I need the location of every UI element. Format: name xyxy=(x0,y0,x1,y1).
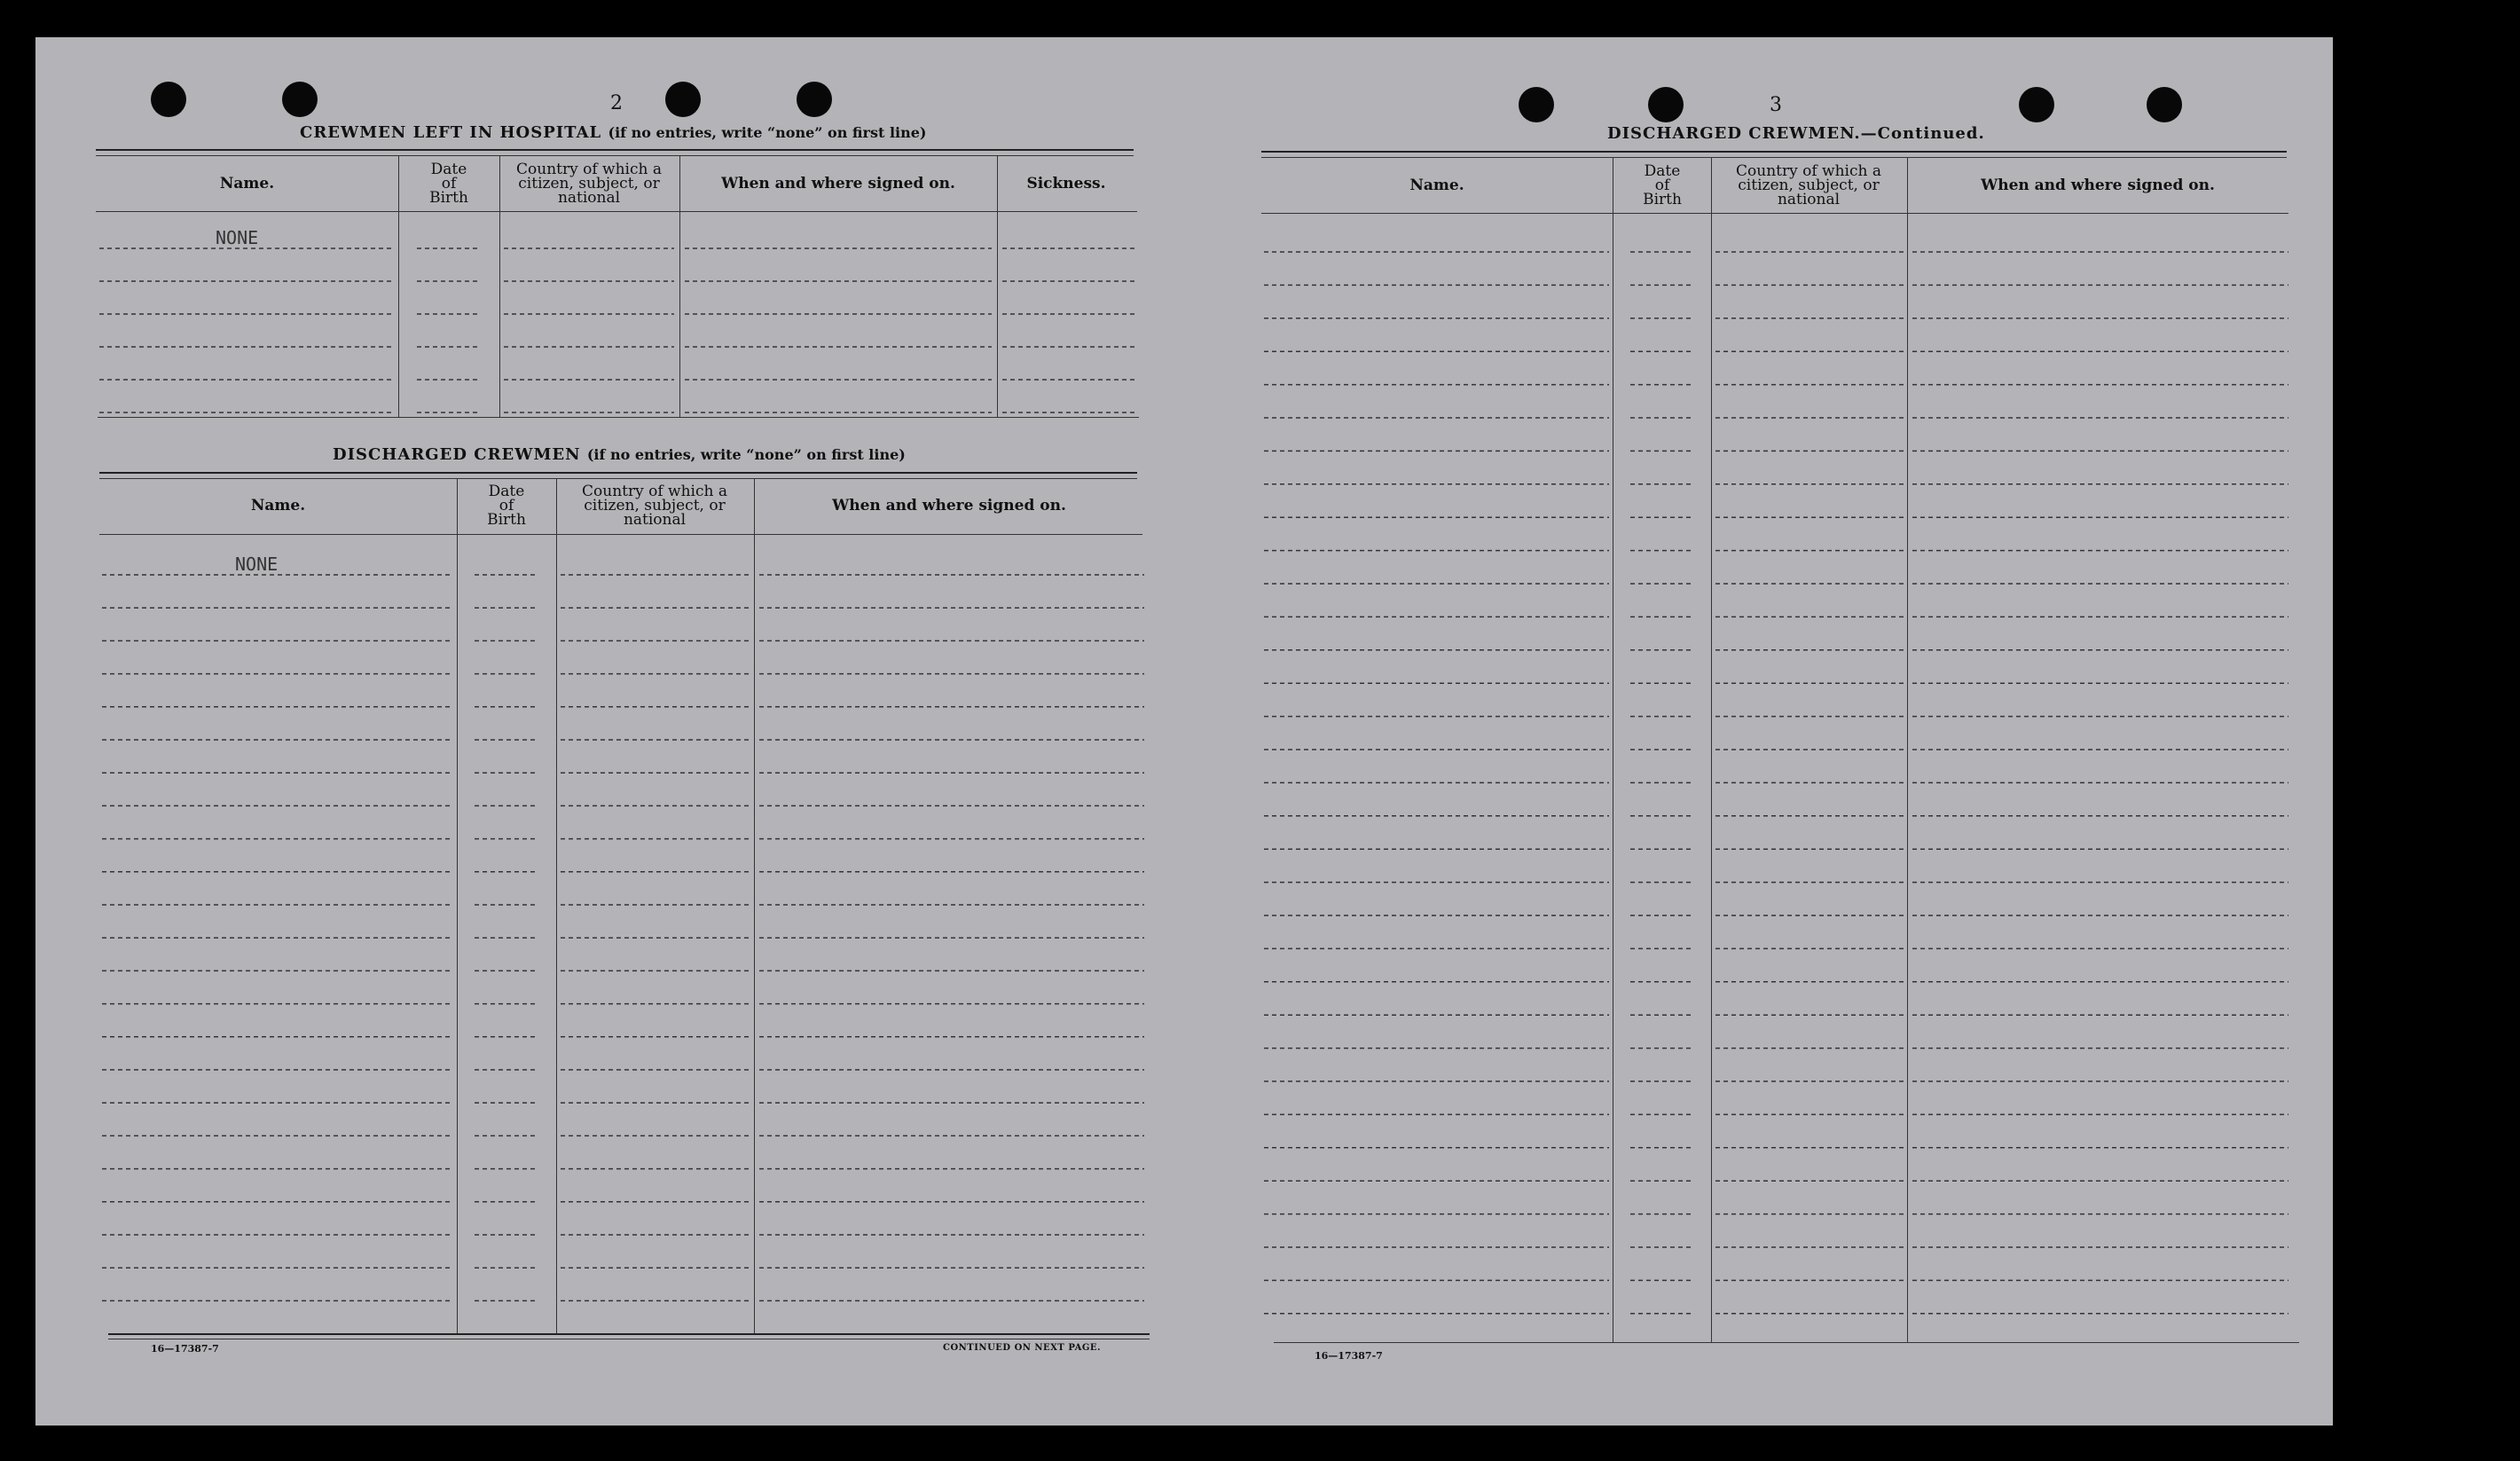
page-number: 3 xyxy=(1770,94,1782,116)
hospital-header-rule xyxy=(96,211,1137,212)
hospital-col-divider xyxy=(398,155,399,417)
hospital-header-name: Name. xyxy=(219,175,275,192)
discharged-col-divider xyxy=(457,478,458,1333)
hospital-table-top-rule xyxy=(96,155,1134,156)
right-table-top-rule xyxy=(1261,157,2287,158)
discharged-header-country: Country of which a citizen, subject, or national xyxy=(582,483,727,529)
hospital-col-divider xyxy=(499,155,500,417)
discharged-col-divider xyxy=(556,478,557,1333)
hospital-header-sickness: Sickness. xyxy=(1026,175,1106,192)
hospital-section-title xyxy=(300,123,926,142)
right-header-birth: Date of Birth xyxy=(1643,162,1682,208)
discharged-col-divider xyxy=(754,478,755,1333)
right-header-signed-on: When and where signed on. xyxy=(1981,177,2215,194)
discharged-table-bottom-rule xyxy=(108,1333,1150,1335)
punch-hole xyxy=(151,82,186,117)
discharged-section-title xyxy=(333,445,906,464)
discharged-table-top-rule xyxy=(99,472,1137,474)
punch-hole xyxy=(797,82,832,117)
right-table-top-rule xyxy=(1261,151,2287,153)
right-header-country: Country of which a citizen, subject, or national xyxy=(1736,162,1881,208)
right-col-divider xyxy=(1907,157,1908,1342)
hospital-header-country: Country of which a citizen, subject, or national xyxy=(516,161,662,207)
hospital-col-divider xyxy=(679,155,680,417)
discharged-header-name: Name. xyxy=(250,497,306,514)
punch-hole xyxy=(2019,87,2054,122)
right-col-divider xyxy=(1711,157,1712,1342)
hospital-table-top-rule xyxy=(96,149,1134,151)
punch-hole xyxy=(1519,87,1554,122)
discharged-title-note: (if no entries, write “none” on first line) xyxy=(586,446,906,463)
form-number: 16—17387-7 xyxy=(151,1343,219,1355)
discharged-table-top-rule xyxy=(99,478,1137,479)
hospital-entry-none: NONE xyxy=(216,227,259,248)
discharged-header-birth: Date of Birth xyxy=(487,483,526,529)
hospital-title-note: (if no entries, write “none” on first line) xyxy=(608,124,927,141)
hospital-header-birth: Date of Birth xyxy=(429,161,468,207)
form-number: 16—17387-7 xyxy=(1315,1350,1383,1362)
discharged-entry-none: NONE xyxy=(235,554,279,575)
discharged-title-text: DISCHARGED CREWMEN xyxy=(333,445,581,464)
punch-hole xyxy=(2147,87,2182,122)
continued-note: CONTINUED ON NEXT PAGE. xyxy=(943,1343,1102,1353)
discharged-header-signed-on: When and where signed on. xyxy=(832,497,1066,514)
discharged-continued-title: DISCHARGED CREWMEN.—Continued. xyxy=(1607,124,1985,143)
right-header-rule xyxy=(1261,213,2288,214)
punch-hole xyxy=(282,82,318,117)
hospital-col-divider xyxy=(997,155,998,417)
punch-hole xyxy=(1648,87,1684,122)
page-number: 2 xyxy=(610,92,623,114)
punch-hole xyxy=(665,82,701,117)
hospital-header-signed-on: When and where signed on. xyxy=(721,175,955,192)
right-table-bottom-rule xyxy=(1274,1342,2299,1343)
manifest-sheet xyxy=(35,37,2333,1426)
hospital-title-text: CREWMEN LEFT IN HOSPITAL xyxy=(300,123,602,142)
right-header-name: Name. xyxy=(1409,177,1464,194)
hospital-table-bottom-rule xyxy=(98,417,1139,418)
discharged-header-rule xyxy=(99,534,1142,535)
